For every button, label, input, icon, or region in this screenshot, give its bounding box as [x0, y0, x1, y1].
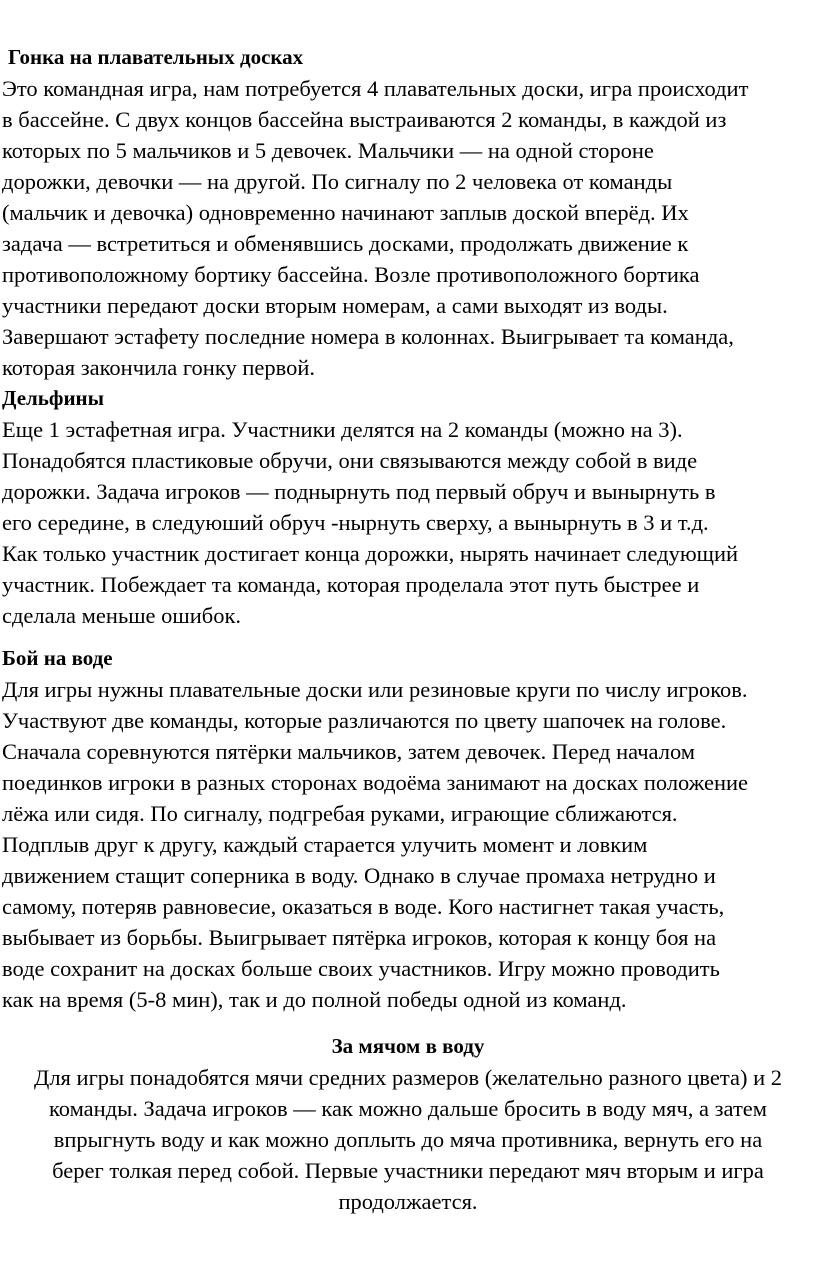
section-gap	[0, 1015, 816, 1031]
paragraph-line: Понадобятся пластиковые обручи, они связываются между собой в виде	[2, 448, 698, 473]
paragraph-line: участники передают доски вторым номерам, а сами выходят из воды.	[2, 293, 668, 318]
paragraph-line: Это командная игра, нам потребуется 4 плавательных доски, игра происходит	[2, 76, 749, 101]
paragraph-line: выбывает из борьбы. Выигрывает пятёрка игроков, которая к концу боя на	[2, 925, 717, 950]
paragraph-line: в бассейне. С двух концов бассейна выстраиваются 2 команды, в каждой из	[2, 107, 727, 132]
section-water-battle	[0, 643, 816, 1015]
section-heading: За мячом в воду	[331, 1034, 485, 1058]
paragraph-line: Для игры понадобятся мячи средних размеров (желательно разного цвета) и 2	[33, 1065, 782, 1090]
section-heading: Бой на воде	[2, 646, 113, 670]
paragraph-line: (мальчик и девочка) одновременно начинают заплыв доской вперёд. Их	[2, 200, 689, 225]
paragraph-line: его середине, в следуюший обруч -нырнуть сверху, а вынырнуть в 3 и т.д.	[2, 510, 709, 535]
paragraph-line: Как только участник достигает конца дорожки, нырять начинает следующий	[2, 541, 739, 566]
section-swim-board-race	[0, 42, 816, 383]
paragraph-line: противоположному бортику бассейна. Возле противоположного бортика	[2, 262, 700, 287]
paragraph-line: Еще 1 эстафетная игра. Участники делятся на 2 команды (можно на 3).	[2, 417, 683, 442]
paragraph-line: как на время (5-8 мин), так и до полной победы одной из команд.	[2, 987, 627, 1012]
paragraph-line: воде сохранит на досках больше своих участников. Игру можно проводить	[2, 956, 720, 981]
paragraph-line: Подплыв друг к другу, каждый старается улучить момент и ловким	[2, 832, 648, 857]
paragraph-line: команды. Задача игроков — как можно дальше бросить в воду мяч, а затем	[48, 1096, 768, 1121]
paragraph-line: впрыгнуть воду и как можно доплыть до мяча противника, вернуть его на	[53, 1127, 763, 1152]
paragraph-line: дорожки. Задача игроков — поднырнуть под первый обруч и вынырнуть в	[2, 479, 716, 504]
paragraph-line: Завершают эстафету последние номера в колоннах. Выигрывает та команда,	[2, 324, 734, 349]
paragraph-line: Сначала соревнуются пятёрки мальчиков, затем девочек. Перед началом	[2, 739, 696, 764]
paragraph-line: поединков игроки в разных сторонах водоёма занимают на досках положение	[2, 770, 749, 795]
section-dolphins	[0, 383, 816, 631]
document-page	[0, 42, 816, 1217]
section-heading: Гонка на плавательных досках	[8, 45, 304, 69]
paragraph-line: дорожки, девочки — на другой. По сигналу по 2 человека от команды	[2, 169, 673, 194]
paragraph-line: Для игры нужны плавательные доски или резиновые круги по числу игроков.	[2, 677, 748, 702]
paragraph-line: участник. Побеждает та команда, которая проделала этот путь быстрее и	[2, 572, 700, 597]
paragraph-line: сделала меньше ошибок.	[2, 603, 242, 628]
section-heading: Дельфины	[2, 386, 105, 410]
paragraph-line: которая закончила гонку первой.	[2, 355, 316, 380]
paragraph-line: задача — встретиться и обменявшись досками, продолжать движение к	[2, 231, 689, 256]
paragraph-line: движением стащит соперника в воду. Однако в случае промаха нетрудно и	[2, 863, 716, 888]
paragraph-line: Участвуют две команды, которые различаются по цвету шапочек на голове.	[2, 708, 727, 733]
section-ball-into-water	[0, 1031, 816, 1217]
section-gap	[0, 631, 816, 643]
paragraph-line: продолжается.	[338, 1189, 478, 1214]
paragraph-line: самому, потеряв равновесие, оказаться в воде. Кого настигнет такая участь,	[2, 894, 725, 919]
paragraph-line: берег толкая перед собой. Первые участники передают мяч вторым и игра	[52, 1158, 764, 1183]
paragraph-line: лёжа или сидя. По сигналу, подгребая руками, играющие сближаются.	[2, 801, 678, 826]
paragraph-line: которых по 5 мальчиков и 5 девочек. Мальчики — на одной стороне	[2, 138, 654, 163]
